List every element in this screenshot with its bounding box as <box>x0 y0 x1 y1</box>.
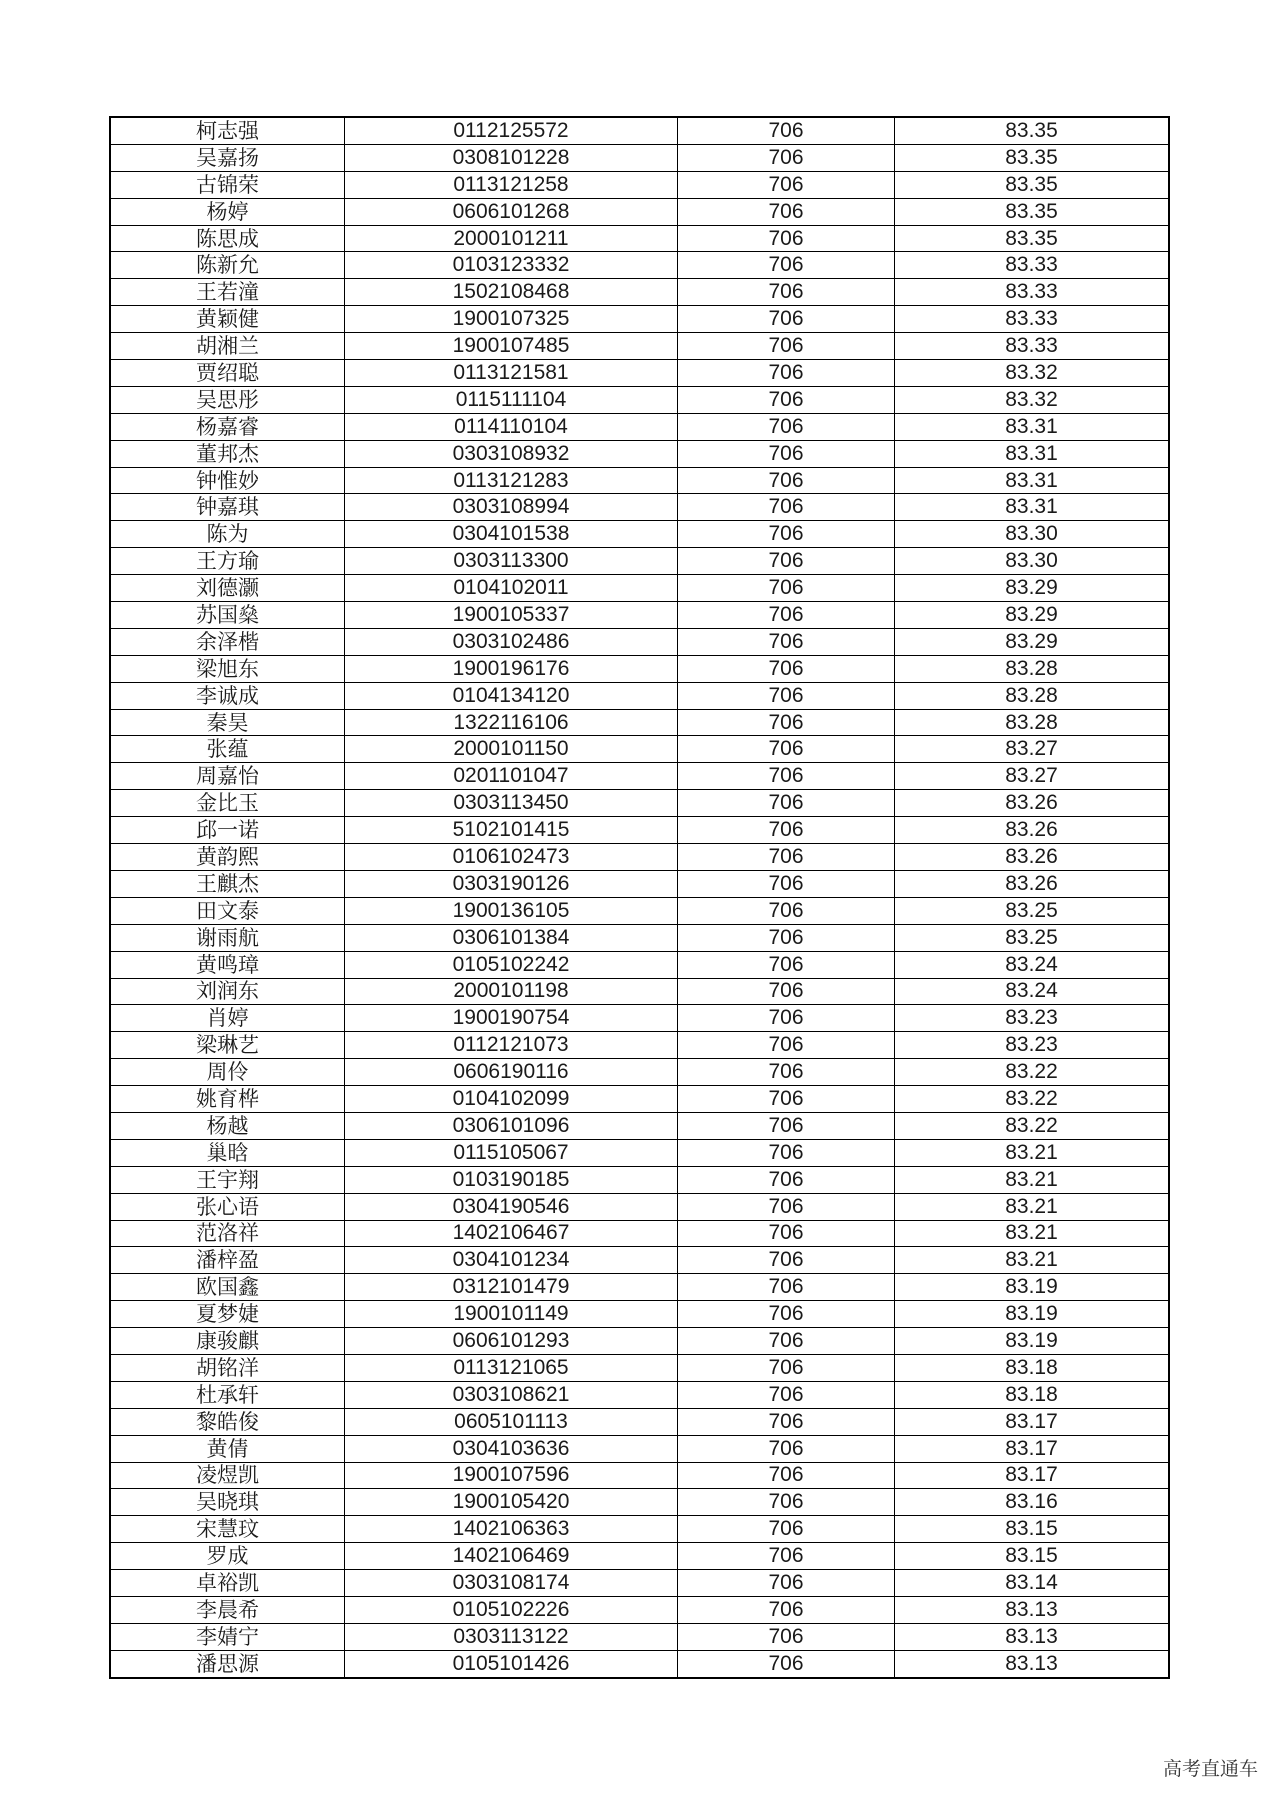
code-cell: 706 <box>678 736 895 763</box>
code-cell: 706 <box>678 548 895 575</box>
score-cell: 83.18 <box>895 1354 1170 1381</box>
candidate-id-cell: 0104102099 <box>345 1086 678 1113</box>
score-cell: 83.32 <box>895 386 1170 413</box>
name-cell: 姚育桦 <box>110 1086 345 1113</box>
candidate-id-cell: 0308101228 <box>345 144 678 171</box>
name-cell: 卓裕凯 <box>110 1570 345 1597</box>
code-cell: 706 <box>678 521 895 548</box>
table-row <box>110 413 1169 440</box>
candidate-id-cell: 1900107596 <box>345 1462 678 1489</box>
code-cell: 706 <box>678 1570 895 1597</box>
candidate-id-cell: 0303108994 <box>345 494 678 521</box>
code-cell: 706 <box>678 467 895 494</box>
code-cell: 706 <box>678 951 895 978</box>
score-cell: 83.26 <box>895 817 1170 844</box>
name-cell: 张心语 <box>110 1193 345 1220</box>
table-row <box>110 198 1169 225</box>
score-cell: 83.19 <box>895 1301 1170 1328</box>
score-cell: 83.22 <box>895 1059 1170 1086</box>
score-cell: 83.30 <box>895 521 1170 548</box>
code-cell: 706 <box>678 1623 895 1650</box>
name-cell: 李诚成 <box>110 682 345 709</box>
candidate-id-cell: 1402106469 <box>345 1543 678 1570</box>
table-row <box>110 171 1169 198</box>
name-cell: 谢雨航 <box>110 924 345 951</box>
table-row <box>110 1166 1169 1193</box>
score-cell: 83.26 <box>895 870 1170 897</box>
name-cell: 王方瑜 <box>110 548 345 575</box>
name-cell: 张蕴 <box>110 736 345 763</box>
candidate-id-cell: 1900190754 <box>345 1005 678 1032</box>
candidate-id-cell: 5102101415 <box>345 817 678 844</box>
code-cell: 706 <box>678 709 895 736</box>
table-row <box>110 1247 1169 1274</box>
score-cell: 83.35 <box>895 198 1170 225</box>
code-cell: 706 <box>678 1489 895 1516</box>
candidate-id-cell: 0304190546 <box>345 1193 678 1220</box>
code-cell: 706 <box>678 924 895 951</box>
candidate-id-cell: 0306101384 <box>345 924 678 951</box>
name-cell: 黄韵熙 <box>110 844 345 871</box>
score-cell: 83.17 <box>895 1435 1170 1462</box>
candidate-id-cell: 0115105067 <box>345 1139 678 1166</box>
score-cell: 83.28 <box>895 682 1170 709</box>
candidate-id-cell: 0104134120 <box>345 682 678 709</box>
score-cell: 83.23 <box>895 1005 1170 1032</box>
name-cell: 古锦荣 <box>110 171 345 198</box>
name-cell: 黄倩 <box>110 1435 345 1462</box>
score-cell: 83.31 <box>895 440 1170 467</box>
candidate-id-cell: 0105102242 <box>345 951 678 978</box>
score-cell: 83.29 <box>895 628 1170 655</box>
candidate-id-cell: 0303113300 <box>345 548 678 575</box>
table-row <box>110 628 1169 655</box>
name-cell: 钟惟妙 <box>110 467 345 494</box>
code-cell: 706 <box>678 1543 895 1570</box>
table-row <box>110 951 1169 978</box>
name-cell: 陈新允 <box>110 252 345 279</box>
name-cell: 凌煜凯 <box>110 1462 345 1489</box>
score-cell: 83.33 <box>895 252 1170 279</box>
name-cell: 胡湘兰 <box>110 333 345 360</box>
name-cell: 王若潼 <box>110 279 345 306</box>
code-cell: 706 <box>678 1435 895 1462</box>
candidate-id-cell: 0113121065 <box>345 1354 678 1381</box>
table-row <box>110 1381 1169 1408</box>
code-cell: 706 <box>678 1274 895 1301</box>
table-row <box>110 978 1169 1005</box>
table-row <box>110 1005 1169 1032</box>
code-cell: 706 <box>678 1381 895 1408</box>
name-cell: 巢晗 <box>110 1139 345 1166</box>
candidate-id-cell: 2000101150 <box>345 736 678 763</box>
name-cell: 王宇翔 <box>110 1166 345 1193</box>
candidate-id-cell: 0303102486 <box>345 628 678 655</box>
table-row <box>110 252 1169 279</box>
score-cell: 83.14 <box>895 1570 1170 1597</box>
code-cell: 706 <box>678 117 895 144</box>
table-row <box>110 844 1169 871</box>
code-cell: 706 <box>678 1354 895 1381</box>
code-cell: 706 <box>678 413 895 440</box>
name-cell: 秦昊 <box>110 709 345 736</box>
candidate-id-cell: 1900136105 <box>345 897 678 924</box>
code-cell: 706 <box>678 1247 895 1274</box>
candidate-id-cell: 0105102226 <box>345 1596 678 1623</box>
table-row <box>110 333 1169 360</box>
score-cell: 83.13 <box>895 1596 1170 1623</box>
name-cell: 黎皓俊 <box>110 1408 345 1435</box>
table-row <box>110 1112 1169 1139</box>
score-cell: 83.18 <box>895 1381 1170 1408</box>
table-row <box>110 1220 1169 1247</box>
score-cell: 83.29 <box>895 602 1170 629</box>
score-cell: 83.31 <box>895 467 1170 494</box>
score-cell: 83.21 <box>895 1139 1170 1166</box>
candidate-id-cell: 0303108932 <box>345 440 678 467</box>
score-cell: 83.19 <box>895 1274 1170 1301</box>
table-row <box>110 924 1169 951</box>
table-row <box>110 575 1169 602</box>
name-cell: 董邦杰 <box>110 440 345 467</box>
candidate-id-cell: 1900107325 <box>345 306 678 333</box>
score-cell: 83.21 <box>895 1166 1170 1193</box>
candidate-id-cell: 0304103636 <box>345 1435 678 1462</box>
score-cell: 83.33 <box>895 333 1170 360</box>
score-cell: 83.27 <box>895 763 1170 790</box>
table-row <box>110 790 1169 817</box>
candidate-id-cell: 0115111104 <box>345 386 678 413</box>
score-cell: 83.32 <box>895 360 1170 387</box>
name-cell: 柯志强 <box>110 117 345 144</box>
table-row <box>110 494 1169 521</box>
table-row <box>110 897 1169 924</box>
table-row <box>110 467 1169 494</box>
score-cell: 83.25 <box>895 924 1170 951</box>
candidate-id-cell: 0303190126 <box>345 870 678 897</box>
name-cell: 胡铭洋 <box>110 1354 345 1381</box>
candidate-id-cell: 2000101198 <box>345 978 678 1005</box>
table-row <box>110 817 1169 844</box>
table-row <box>110 279 1169 306</box>
table-row <box>110 1301 1169 1328</box>
candidate-id-cell: 0606190116 <box>345 1059 678 1086</box>
candidate-id-cell: 0201101047 <box>345 763 678 790</box>
table-row <box>110 870 1169 897</box>
candidate-id-cell: 1502108468 <box>345 279 678 306</box>
code-cell: 706 <box>678 494 895 521</box>
table-row <box>110 144 1169 171</box>
name-cell: 欧国鑫 <box>110 1274 345 1301</box>
score-cell: 83.17 <box>895 1408 1170 1435</box>
name-cell: 杜承轩 <box>110 1381 345 1408</box>
candidate-id-cell: 1402106467 <box>345 1220 678 1247</box>
score-cell: 83.30 <box>895 548 1170 575</box>
code-cell: 706 <box>678 386 895 413</box>
table-row <box>110 1032 1169 1059</box>
code-cell: 706 <box>678 1650 895 1677</box>
code-cell: 706 <box>678 306 895 333</box>
code-cell: 706 <box>678 1301 895 1328</box>
candidate-id-cell: 0114110104 <box>345 413 678 440</box>
name-cell: 杨越 <box>110 1112 345 1139</box>
score-cell: 83.31 <box>895 494 1170 521</box>
table-row <box>110 117 1169 144</box>
table-row <box>110 1435 1169 1462</box>
score-cell: 83.27 <box>895 736 1170 763</box>
code-cell: 706 <box>678 1112 895 1139</box>
candidate-id-cell: 0605101113 <box>345 1408 678 1435</box>
score-cell: 83.28 <box>895 709 1170 736</box>
code-cell: 706 <box>678 682 895 709</box>
code-cell: 706 <box>678 440 895 467</box>
name-cell: 黄鸣璋 <box>110 951 345 978</box>
name-cell: 李婧宁 <box>110 1623 345 1650</box>
table-row <box>110 1328 1169 1355</box>
table-row <box>110 386 1169 413</box>
candidate-id-cell: 0105101426 <box>345 1650 678 1677</box>
candidate-id-cell: 0303113122 <box>345 1623 678 1650</box>
table-row <box>110 360 1169 387</box>
candidate-id-cell: 1900196176 <box>345 655 678 682</box>
table-row <box>110 709 1169 736</box>
name-cell: 杨婷 <box>110 198 345 225</box>
code-cell: 706 <box>678 1193 895 1220</box>
name-cell: 吴嘉扬 <box>110 144 345 171</box>
table-row <box>110 1650 1169 1677</box>
score-cell: 83.33 <box>895 279 1170 306</box>
score-cell: 83.15 <box>895 1516 1170 1543</box>
score-cell: 83.24 <box>895 951 1170 978</box>
name-cell: 潘思源 <box>110 1650 345 1677</box>
name-cell: 陈思成 <box>110 225 345 252</box>
name-cell: 吴思彤 <box>110 386 345 413</box>
table-row <box>110 1408 1169 1435</box>
table-row <box>110 682 1169 709</box>
name-cell: 周伶 <box>110 1059 345 1086</box>
code-cell: 706 <box>678 252 895 279</box>
code-cell: 706 <box>678 1032 895 1059</box>
name-cell: 范洛祥 <box>110 1220 345 1247</box>
score-cell: 83.13 <box>895 1623 1170 1650</box>
table-row <box>110 736 1169 763</box>
table-row <box>110 763 1169 790</box>
name-cell: 梁旭东 <box>110 655 345 682</box>
name-cell: 陈为 <box>110 521 345 548</box>
name-cell: 梁琳艺 <box>110 1032 345 1059</box>
name-cell: 李晨希 <box>110 1596 345 1623</box>
candidate-id-cell: 1402106363 <box>345 1516 678 1543</box>
candidate-id-cell: 0106102473 <box>345 844 678 871</box>
code-cell: 706 <box>678 1516 895 1543</box>
table-row <box>110 1274 1169 1301</box>
table-row <box>110 1516 1169 1543</box>
code-cell: 706 <box>678 333 895 360</box>
code-cell: 706 <box>678 575 895 602</box>
code-cell: 706 <box>678 279 895 306</box>
code-cell: 706 <box>678 978 895 1005</box>
table-row <box>110 1059 1169 1086</box>
candidate-id-cell: 1322116106 <box>345 709 678 736</box>
score-cell: 83.21 <box>895 1247 1170 1274</box>
candidate-id-cell: 0112121073 <box>345 1032 678 1059</box>
code-cell: 706 <box>678 144 895 171</box>
score-table <box>109 116 1170 1679</box>
code-cell: 706 <box>678 198 895 225</box>
code-cell: 706 <box>678 655 895 682</box>
score-cell: 83.35 <box>895 117 1170 144</box>
name-cell: 邱一诺 <box>110 817 345 844</box>
score-cell: 83.35 <box>895 144 1170 171</box>
score-cell: 83.16 <box>895 1489 1170 1516</box>
code-cell: 706 <box>678 1462 895 1489</box>
table-row <box>110 1462 1169 1489</box>
name-cell: 刘润东 <box>110 978 345 1005</box>
name-cell: 黄颖健 <box>110 306 345 333</box>
candidate-id-cell: 1900101149 <box>345 1301 678 1328</box>
table-row <box>110 548 1169 575</box>
code-cell: 706 <box>678 790 895 817</box>
code-cell: 706 <box>678 897 895 924</box>
code-cell: 706 <box>678 1328 895 1355</box>
candidate-id-cell: 0112125572 <box>345 117 678 144</box>
name-cell: 肖婷 <box>110 1005 345 1032</box>
candidate-id-cell: 0113121581 <box>345 360 678 387</box>
candidate-id-cell: 0606101268 <box>345 198 678 225</box>
candidate-id-cell: 0304101234 <box>345 1247 678 1274</box>
candidate-id-cell: 0103123332 <box>345 252 678 279</box>
code-cell: 706 <box>678 360 895 387</box>
code-cell: 706 <box>678 870 895 897</box>
code-cell: 706 <box>678 628 895 655</box>
candidate-id-cell: 0606101293 <box>345 1328 678 1355</box>
score-cell: 83.35 <box>895 171 1170 198</box>
code-cell: 706 <box>678 1596 895 1623</box>
table-row <box>110 1489 1169 1516</box>
score-cell: 83.29 <box>895 575 1170 602</box>
name-cell: 贾绍聪 <box>110 360 345 387</box>
table-row <box>110 440 1169 467</box>
name-cell: 潘梓盈 <box>110 1247 345 1274</box>
candidate-id-cell: 0303113450 <box>345 790 678 817</box>
table-row <box>110 521 1169 548</box>
table-row <box>110 225 1169 252</box>
code-cell: 706 <box>678 1005 895 1032</box>
score-cell: 83.35 <box>895 225 1170 252</box>
candidate-id-cell: 0312101479 <box>345 1274 678 1301</box>
name-cell: 宋慧玟 <box>110 1516 345 1543</box>
candidate-id-cell: 1900105337 <box>345 602 678 629</box>
score-cell: 83.23 <box>895 1032 1170 1059</box>
table-row <box>110 602 1169 629</box>
table-row <box>110 1139 1169 1166</box>
name-cell: 田文泰 <box>110 897 345 924</box>
candidate-id-cell: 0104102011 <box>345 575 678 602</box>
code-cell: 706 <box>678 1086 895 1113</box>
score-table-body <box>110 117 1169 1678</box>
candidate-id-cell: 0303108621 <box>345 1381 678 1408</box>
table-row <box>110 306 1169 333</box>
score-cell: 83.26 <box>895 790 1170 817</box>
candidate-id-cell: 0303108174 <box>345 1570 678 1597</box>
candidate-id-cell: 2000101211 <box>345 225 678 252</box>
watermark-text: 高考直通车 <box>1162 1758 1258 1780</box>
code-cell: 706 <box>678 844 895 871</box>
candidate-id-cell: 1900107485 <box>345 333 678 360</box>
table-row <box>110 1596 1169 1623</box>
score-cell: 83.31 <box>895 413 1170 440</box>
name-cell: 苏国燊 <box>110 602 345 629</box>
score-cell: 83.21 <box>895 1193 1170 1220</box>
code-cell: 706 <box>678 225 895 252</box>
table-row <box>110 1354 1169 1381</box>
score-cell: 83.19 <box>895 1328 1170 1355</box>
table-row <box>110 655 1169 682</box>
code-cell: 706 <box>678 1408 895 1435</box>
name-cell: 周嘉怡 <box>110 763 345 790</box>
code-cell: 706 <box>678 602 895 629</box>
table-row <box>110 1623 1169 1650</box>
code-cell: 706 <box>678 1166 895 1193</box>
candidate-id-cell: 0103190185 <box>345 1166 678 1193</box>
code-cell: 706 <box>678 1059 895 1086</box>
code-cell: 706 <box>678 171 895 198</box>
name-cell: 罗成 <box>110 1543 345 1570</box>
name-cell: 杨嘉睿 <box>110 413 345 440</box>
name-cell: 王麒杰 <box>110 870 345 897</box>
table-row <box>110 1086 1169 1113</box>
table-row <box>110 1193 1169 1220</box>
score-cell: 83.24 <box>895 978 1170 1005</box>
name-cell: 钟嘉琪 <box>110 494 345 521</box>
candidate-id-cell: 0306101096 <box>345 1112 678 1139</box>
name-cell: 康骏麒 <box>110 1328 345 1355</box>
candidate-id-cell: 0113121258 <box>345 171 678 198</box>
score-cell: 83.25 <box>895 897 1170 924</box>
name-cell: 金比玉 <box>110 790 345 817</box>
candidate-id-cell: 0113121283 <box>345 467 678 494</box>
table-row <box>110 1570 1169 1597</box>
score-cell: 83.22 <box>895 1086 1170 1113</box>
score-cell: 83.22 <box>895 1112 1170 1139</box>
code-cell: 706 <box>678 763 895 790</box>
score-cell: 83.28 <box>895 655 1170 682</box>
table-row <box>110 1543 1169 1570</box>
candidate-id-cell: 1900105420 <box>345 1489 678 1516</box>
code-cell: 706 <box>678 817 895 844</box>
name-cell: 吴晓琪 <box>110 1489 345 1516</box>
score-cell: 83.17 <box>895 1462 1170 1489</box>
score-cell: 83.33 <box>895 306 1170 333</box>
candidate-id-cell: 0304101538 <box>345 521 678 548</box>
name-cell: 夏梦婕 <box>110 1301 345 1328</box>
score-cell: 83.26 <box>895 844 1170 871</box>
score-cell: 83.13 <box>895 1650 1170 1677</box>
code-cell: 706 <box>678 1139 895 1166</box>
name-cell: 刘德灏 <box>110 575 345 602</box>
code-cell: 706 <box>678 1220 895 1247</box>
name-cell: 余泽楷 <box>110 628 345 655</box>
score-cell: 83.21 <box>895 1220 1170 1247</box>
score-cell: 83.15 <box>895 1543 1170 1570</box>
